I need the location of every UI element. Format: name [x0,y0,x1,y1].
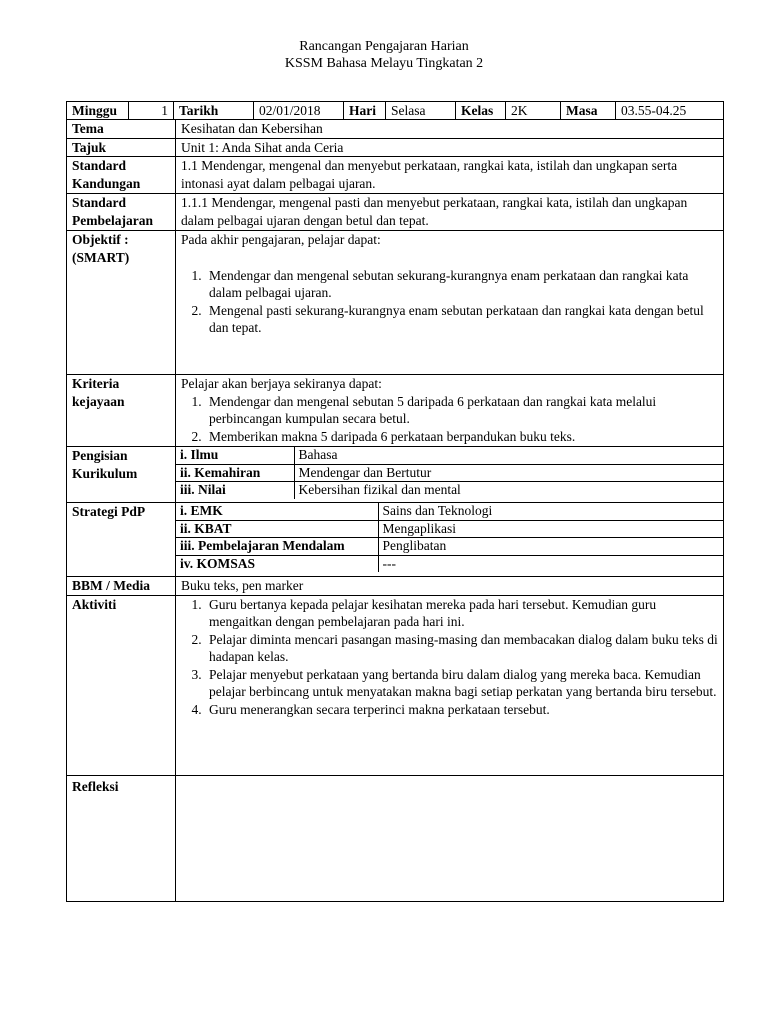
st-key: ii. KBAT [176,520,378,538]
kelas-label: Kelas [456,102,506,120]
st-key: iii. Pembelajaran Mendalam [176,538,378,556]
kriteria-row [67,375,724,447]
strategi-value [176,503,724,577]
kriteria-item: 2. Memberikan makna 5 daripada 6 perkataan berpandukan buku teks. [205,428,718,446]
st-value: Sains dan Teknologi [378,503,723,520]
document-title: Rancangan Pengajaran Harian [299,39,469,54]
hari-value: Selasa [386,102,456,120]
tema-label: Tema [67,120,176,139]
minggu-value: 1 [129,102,174,120]
pengisian-label [67,447,176,503]
bbm-row [67,577,724,596]
aktiviti-list [181,596,718,719]
aktiviti-item: 1. Guru bertanya kepada pelajar kesihatan mereka pada hari tersebut. Kemudian guru mengaitkan dengan pembelajaran pada hari ini. [205,596,718,631]
bbm-label: BBM / Media [67,577,176,596]
kriteria-item: 1. Mendengar dan mengenal sebutan 5 daripada 6 perkataan dan rangkai kata melalui perbincangan kumpulan secara betul. [205,393,718,428]
tema-row [67,120,724,139]
aktiviti-value [176,595,724,775]
bbm-value: Buku teks, pen marker [176,577,724,596]
refleksi-row [67,775,724,901]
masa-label: Masa [561,102,616,120]
pengisian-subtable [176,447,723,499]
tema-value: Kesihatan dan Kebersihan [176,120,724,139]
standard-kandungan-label [67,157,176,194]
objektif-row [67,231,724,375]
objektif-value [176,231,724,375]
pk-key: iii. Nilai [176,482,294,499]
standard-pembelajaran-value: 1.1.1 Mendengar, mengenal pasti dan menyebut perkataan, rangkai kata, istilah dan ungkapan dalam pelbagai ujaran dengan betul dan tepat. [176,194,724,231]
tajuk-row [67,138,724,157]
objektif-list [181,267,718,337]
kelas-value: 2K [506,102,561,120]
kriteria-value [176,375,724,447]
obj-label-line1: Objektif : [72,232,129,247]
masa-value: 03.55-04.25 [616,102,724,120]
sp-label-line1: Standard [72,195,127,210]
aktiviti-item: 2. Pelajar diminta mencari pasangan masing-masing dan membacakan dialog dalam buku teks di hadapan kelas. [205,631,718,666]
tarikh-label: Tarikh [174,102,254,120]
objektif-intro: Pada akhir pengajaran, pelajar dapat: [181,232,381,247]
tarikh-value: 02/01/2018 [254,102,344,120]
aktiviti-item: 4. Guru menerangkan secara terperinci makna perkataan tersebut. [205,701,718,719]
standard-kandungan-value: 1.1 Mendengar, mengenal dan menyebut perkataan, rangkai kata, istilah dan ungkapan serta intonasi ayat dalam pelbagai ujaran. [176,157,724,194]
minggu-label: Minggu [67,102,129,120]
st-value: Penglibatan [378,538,723,556]
sk-label-line2: Kandungan [72,175,141,191]
st-key: iv. KOMSAS [176,555,378,572]
pk-key: i. Ilmu [176,447,294,464]
strategi-row [67,503,724,577]
standard-pembelajaran-label [67,194,176,231]
st-value: --- [378,555,723,572]
strategi-label: Strategi PdP [67,503,176,577]
sp-label-line2: Pembelajaran [72,212,153,228]
objektif-item: 1. Mendengar dan mengenal sebutan sekurang-kurangnya enam perkataan dan rangkai kata dalam pelbagai ujaran. [205,267,718,302]
standard-kandungan-row [67,157,724,194]
pengisian-row [67,447,724,503]
st-value: Mengaplikasi [378,520,723,538]
kk-label-line2: kejayaan [72,393,125,409]
hari-label: Hari [344,102,386,120]
aktiviti-row [67,595,724,775]
tajuk-value: Unit 1: Anda Sihat anda Ceria [176,138,724,157]
pk-label-line2: Kurikulum [72,465,138,481]
obj-label-line2: (SMART) [72,249,130,265]
lesson-plan-table [66,119,724,902]
st-key: i. EMK [176,503,378,520]
info-row [66,101,724,120]
aktiviti-label: Aktiviti [67,595,176,775]
pk-value: Bahasa [294,447,723,464]
kk-label-line1: Kriteria [72,376,120,391]
kriteria-list [181,393,718,446]
pengisian-value [176,447,724,503]
refleksi-value[interactable] [176,775,724,901]
pk-value: Mendengar dan Bertutur [294,464,723,482]
standard-pembelajaran-row [67,194,724,231]
objektif-item: 2. Mengenal pasti sekurang-kurangnya enam sebutan perkataan dan rangkai kata dengan betul dan tepat. [205,302,718,337]
sk-label-line1: Standard [72,158,127,173]
kriteria-intro: Pelajar akan berjaya sekiranya dapat: [181,376,382,391]
tajuk-label: Tajuk [67,138,176,157]
aktiviti-item: 3. Pelajar menyebut perkataan yang bertanda biru dalam dialog yang mereka baca. Kemudian pelajar berbincang untuk menyatakan makna bagi setiap perkatan yang bertanda biru tersebut. [205,666,718,701]
strategi-subtable [176,503,723,572]
objektif-label [67,231,176,375]
refleksi-label: Refleksi [67,775,176,901]
pk-key: ii. Kemahiran [176,464,294,482]
pk-label-line1: Pengisian [72,448,128,463]
kriteria-label [67,375,176,447]
document-subtitle: KSSM Bahasa Melayu Tingkatan 2 [284,56,484,71]
pk-value: Kebersihan fizikal dan mental [294,482,723,499]
